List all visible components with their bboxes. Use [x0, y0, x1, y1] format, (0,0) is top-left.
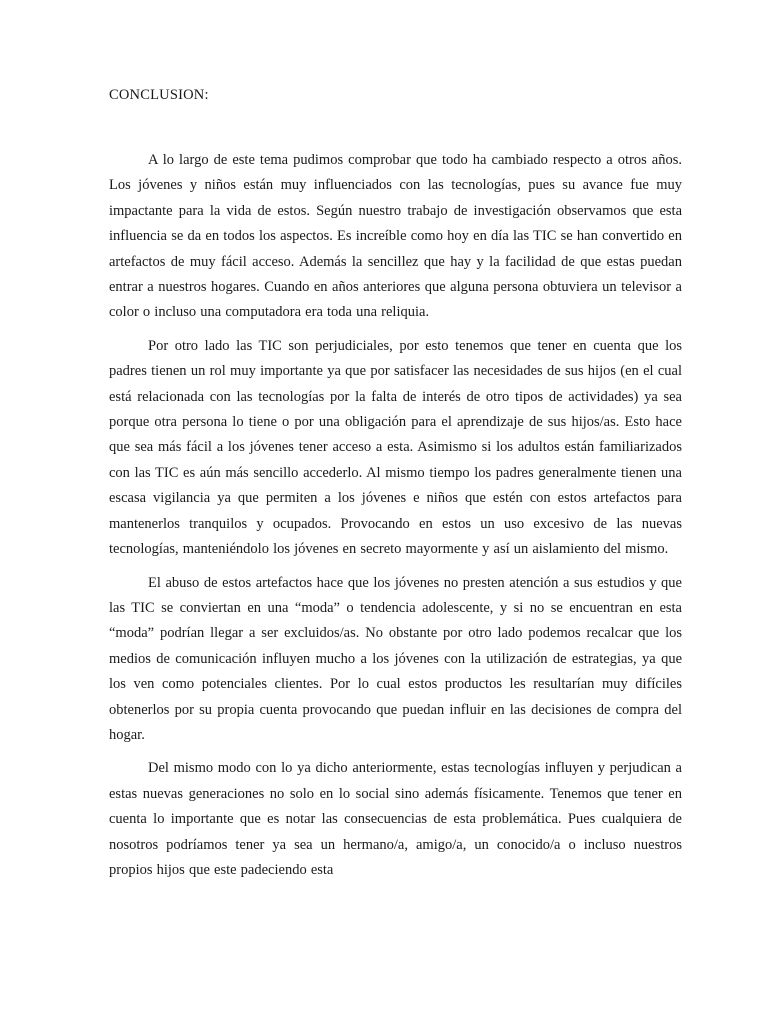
document-title: CONCLUSION:: [109, 87, 209, 103]
paragraph-4: Del mismo modo con lo ya dicho anteriormente, estas tecnologías influyen y perjudican a estas nuevas generaciones no solo en lo social sino además físicamente. Tenemos que tener en cuenta lo importante que es notar las consecuencias de esta problemática. Pues cualquiera de nosotros podríamos tener ya sea un hermano/a, amigo/a, un conocido/a o incluso nuestros propios hijos que este padeciendo esta: [109, 760, 682, 878]
paragraph-1: A lo largo de este tema pudimos comprobar que todo ha cambiado respecto a otros años. Los jóvenes y niños están muy influenciados con las tecnologías, pues su avance fue muy impactante para la vida de estos. Según nuestro trabajo de investigación observamos que esta influencia se da en todos los aspectos. Es increíble como hoy en día las TIC se han convertido en artefactos de muy fácil acceso. Además la sencillez que hay y la facilidad de que estas puedan entrar a nuestros hogares. Cuando en años anteriores que alguna persona obtuviera un televisor a color o incluso una computadora era toda una reliquia.: [109, 152, 682, 321]
paragraph-2: Por otro lado las TIC son perjudiciales, por esto tenemos que tener en cuenta que los padres tienen un rol muy importante ya que por satisfacer las necesidades de sus hijos (en el cual está relacionada con las tecnologías por la falta de interés de otro tipos de actividades) ya sea porque otra persona lo tiene o por una obligación para el aprendizaje de sus hijos/as. Esto hace que sea más fácil a los jóvenes tener acceso a esta. Asimismo si los adultos están familiarizados con las TIC es aún más sencillo accederlo. Al mismo tiempo los padres generalmente tienen una escasa vigilancia ya que permiten a los jóvenes e niños que estén con estos artefactos para mantenerlos tranquilos y ocupados. Provocando en estos un uso excesivo de las nuevas tecnologías, manteniéndolo los jóvenes en secreto mayormente y así un aislamiento del mismo.: [109, 337, 682, 558]
paragraph-3: El abuso de estos artefactos hace que los jóvenes no presten atención a sus estudios y que las TIC se conviertan en una “moda” o tendencia adolescente, y si no se encuentran en esta “moda” podrían llegar a ser excluidos/as. No obstante por otro lado podemos recalcar que los medios de comunicación influyen mucho a los jóvenes con la utilización de estrategias, ya que los ven como potenciales clientes. Por lo cual estos productos les resultarían muy difíciles obtenerlos por su propia cuenta provocando que puedan influir en las decisiones de compra del hogar.: [109, 574, 682, 743]
